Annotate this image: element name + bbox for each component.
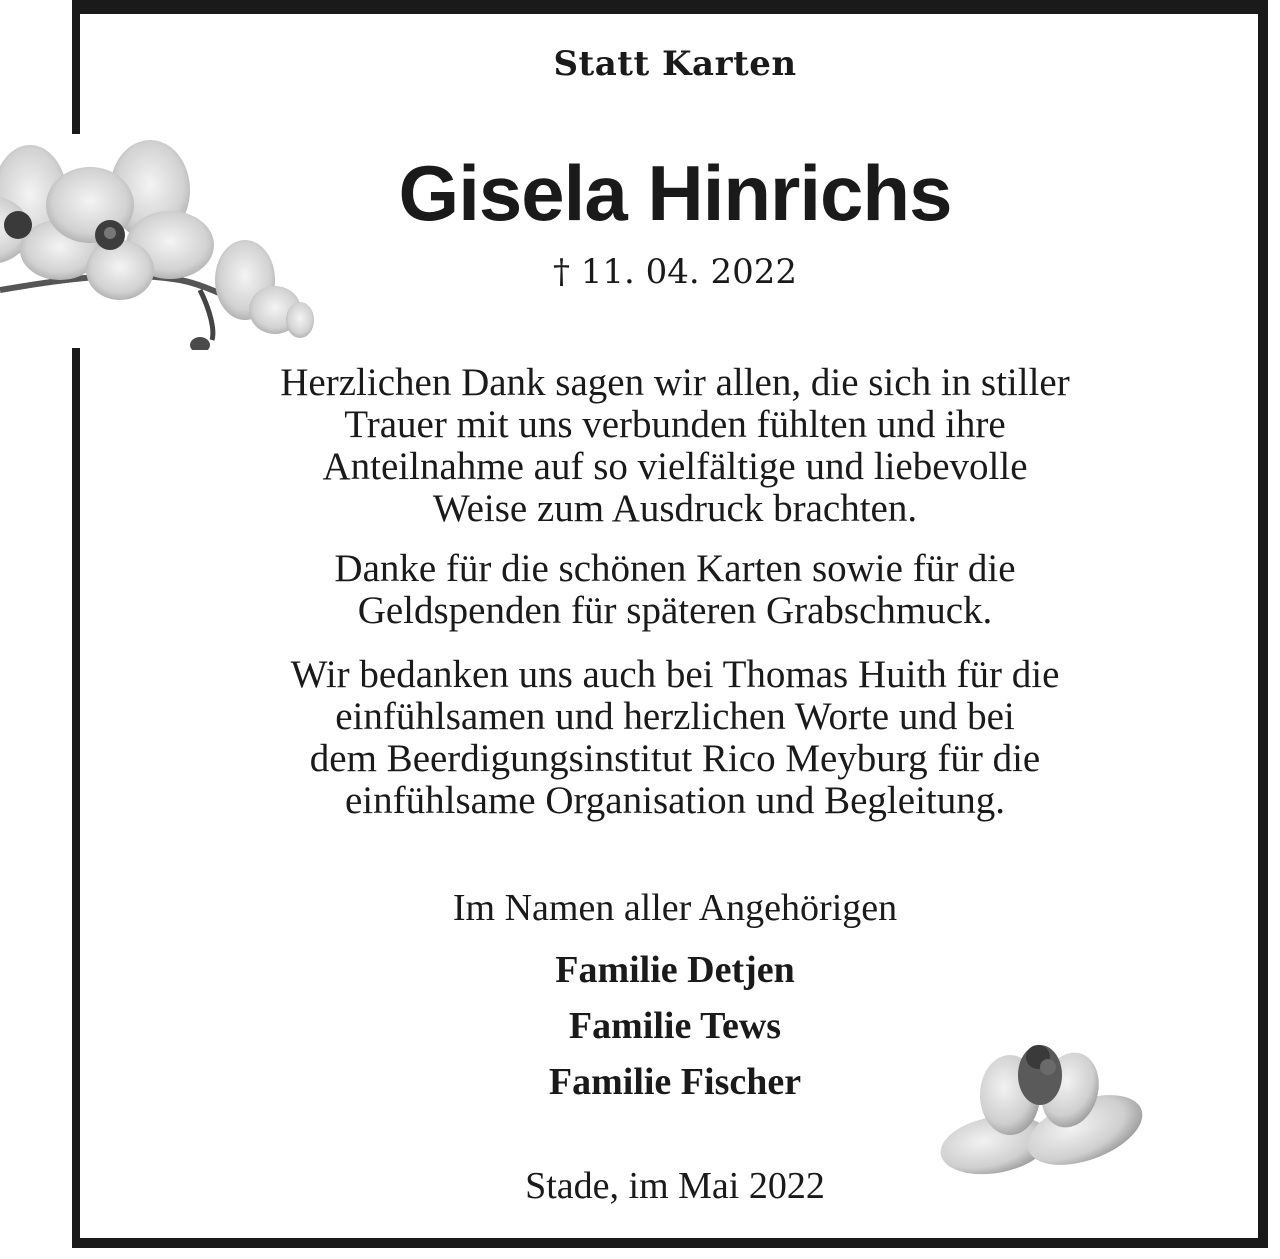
text-line: Wir bedanken uns auch bei Thomas Huith für die	[290, 653, 1060, 696]
text-line: einfühlsame Organisation und Begleitung.	[345, 779, 1005, 822]
text-line: Danke für die schönen Karten sowie für die	[334, 547, 1016, 590]
text-line: Anteilnahme auf so vielfältige und liebevolle	[322, 445, 1028, 488]
text-line: Weise zum Ausdruck brachten.	[432, 487, 918, 530]
family-name: Familie Detjen	[555, 949, 795, 991]
closing-line: Im Namen aller Angehörigen	[452, 887, 898, 929]
death-date: † 11. 04. 2022	[552, 252, 798, 292]
place-date: Stade, im Mai 2022	[525, 1165, 825, 1207]
thanks-paragraph	[80, 362, 1270, 530]
family-list	[80, 942, 1270, 1110]
text-line: Herzlichen Dank sagen wir allen, die sich in stiller	[280, 361, 1070, 404]
notice-header: Statt Karten	[553, 44, 797, 84]
family-name: Familie Fischer	[548, 1061, 802, 1103]
cards-paragraph	[80, 548, 1270, 632]
text-line: Geldspenden für späteren Grabschmuck.	[357, 589, 993, 632]
text-line: dem Beerdigungsinstitut Rico Meyburg für die	[309, 737, 1041, 780]
deceased-name: Gisela Hinrichs	[398, 149, 952, 237]
family-name: Familie Tews	[568, 1005, 782, 1047]
text-line: Trauer mit uns verbunden fühlten und ihre	[344, 403, 1006, 446]
text-line: einfühlsamen und herzlichen Worte und bei	[335, 695, 1015, 738]
acknowledgement-paragraph	[80, 654, 1270, 822]
